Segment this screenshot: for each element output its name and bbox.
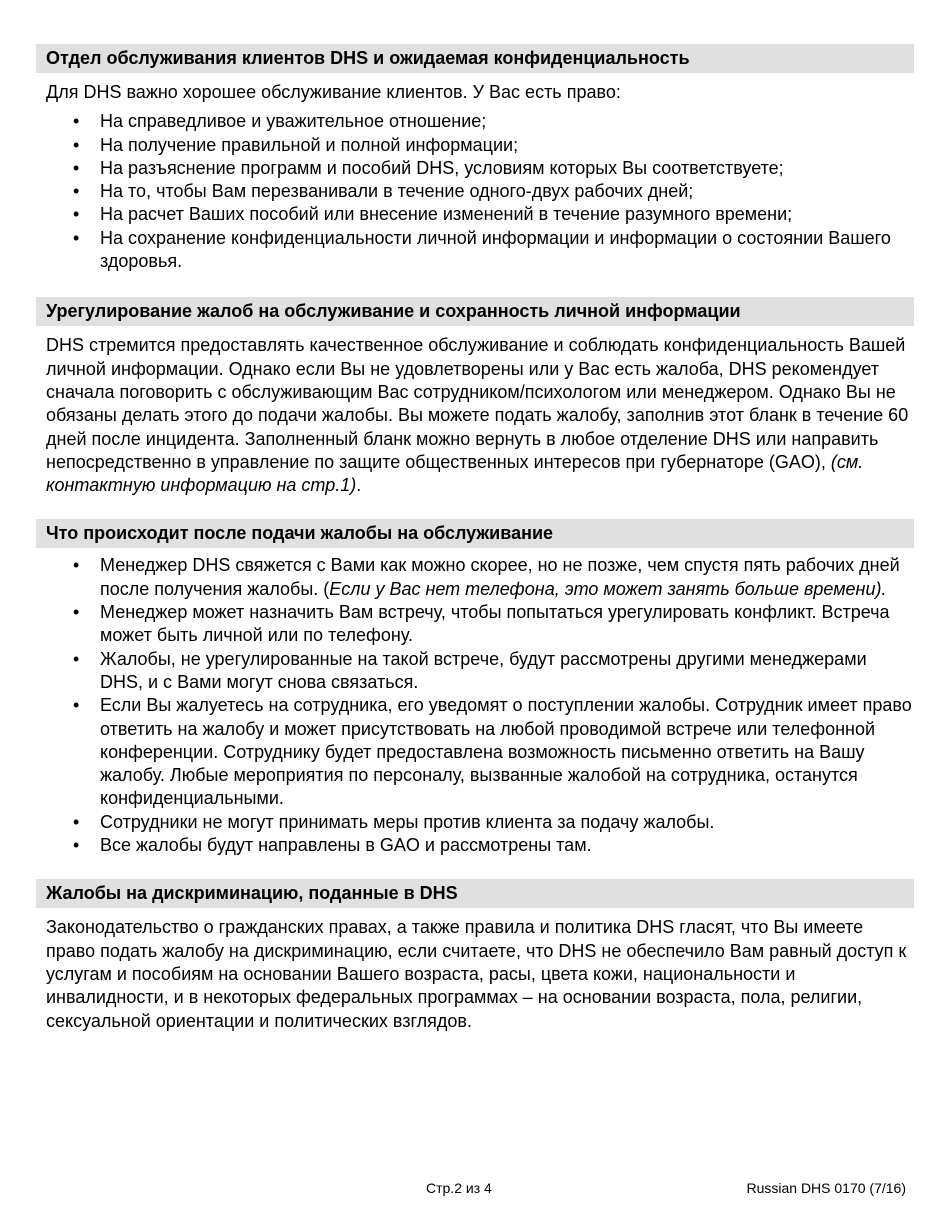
list-item: • На получение правильной и полной информации;	[36, 134, 914, 157]
section-heading-complaint-resolution: Урегулирование жалоб на обслуживание и сохранность личной информации	[36, 297, 914, 326]
section-body: DHS стремится предоставлять качественное обслуживание и соблюдать конфиденциальность Вашей личной информации. Однако если Вы не удовлетворены или у Вас есть жалоба, DHS рекомендует сначала поговорить с обслуживающим Вас сотрудником/психологом или менеджером. Однако Вы не обязаны делать этого до подачи жалобы. Вы можете подать жалобу, заполнив этот бланк в течение 60 дней после инцидента. Заполненный бланк можно вернуть в любое отделение DHS или направить непосредственно в управление по защите общественных интересов при губернаторе (GAO), (см. контактную информацию на стр.1).	[46, 335, 909, 496]
list-item: • На расчет Ваших пособий или внесение изменений в течение разумного времени;	[36, 203, 914, 226]
list-item: • Все жалобы будут направлены в GAO и рассмотрены там.	[36, 834, 914, 857]
rights-list	[36, 104, 914, 273]
document-page	[36, 44, 914, 1033]
bullet-icon: •	[73, 227, 80, 248]
list-item: • Сотрудники не могут принимать меры против клиента за подачу жалобы.	[36, 811, 914, 834]
list-item: • Менеджер может назначить Вам встречу, чтобы попытаться урегулировать конфликт. Встреча может быть личной или по телефону.	[73, 602, 890, 646]
bullet-icon: •	[73, 811, 80, 832]
bullet-icon: •	[73, 555, 80, 576]
list-item: • Менеджер DHS свяжется с Вами как можно скорее, но не позже, чем спустя пять рабочих дней после получения жалобы. (Если у Вас нет телефона, это может занять больше времени).	[73, 555, 900, 599]
list-item: • Если Вы жалуетесь на сотрудника, его уведомят о поступлении жалобы. Сотрудник имеет право ответить на жалобу и может присутствовать на любой проводимой встрече или телефонной конференции. Сотруднику будет предоставлена возможность письменно ответить на Вашу жалобу. Любые мероприятия по персоналу, вызванные жалобой на сотрудника, останутся конфиденциальными.	[73, 695, 912, 809]
bullet-icon: •	[73, 157, 80, 178]
bullet-icon: •	[73, 111, 80, 132]
bullet-icon: •	[73, 181, 80, 202]
list-item: • На сохранение конфиденциальности личной информации и информации о состоянии Вашего здоровья.	[73, 227, 891, 272]
list-item: • На разъяснение программ и пособий DHS, условиям которых Вы соответствуете;	[36, 157, 914, 180]
list-item: • На то, чтобы Вам перезванивали в течение одного-двух рабочих дней;	[36, 180, 914, 203]
process-list	[36, 548, 914, 857]
bullet-icon: •	[73, 602, 80, 623]
page-number: Стр.2 из 4	[426, 1180, 492, 1196]
bullet-icon: •	[73, 134, 80, 155]
section-heading-customer-service: Отдел обслуживания клиентов DHS и ожидаемая конфиденциальность	[36, 44, 914, 73]
form-id: Russian DHS 0170 (7/16)	[746, 1180, 906, 1196]
section-body: Законодательство о гражданских правах, а также правила и политика DHS гласят, что Вы имеете право подать жалобу на дискриминацию, если считаете, что DHS не обеспечило Вам равный доступ к услугам и пособиям на основании Вашего возраста, расы, цвета кожи, национальности и инвалидности, и в некоторых федеральных программах – на основании возраста, пола, религии, сексуальной ориентации и политических взглядов.	[46, 917, 907, 1031]
bullet-icon: •	[73, 835, 80, 856]
list-item: • На справедливое и уважительное отношение;	[36, 110, 914, 133]
section-heading-discrimination: Жалобы на дискриминацию, поданные в DHS	[36, 879, 914, 908]
list-item: • Жалобы, не урегулированные на такой встрече, будут рассмотрены другими менеджерами DHS, и с Вами могут снова связаться.	[73, 648, 867, 692]
bullet-icon: •	[73, 648, 80, 669]
bullet-icon: •	[73, 204, 80, 225]
section-heading-after-complaint: Что происходит после подачи жалобы на обслуживание	[36, 519, 914, 548]
section-intro: Для DHS важно хорошее обслуживание клиентов. У Вас есть право:	[46, 82, 621, 102]
bullet-icon: •	[73, 695, 80, 716]
